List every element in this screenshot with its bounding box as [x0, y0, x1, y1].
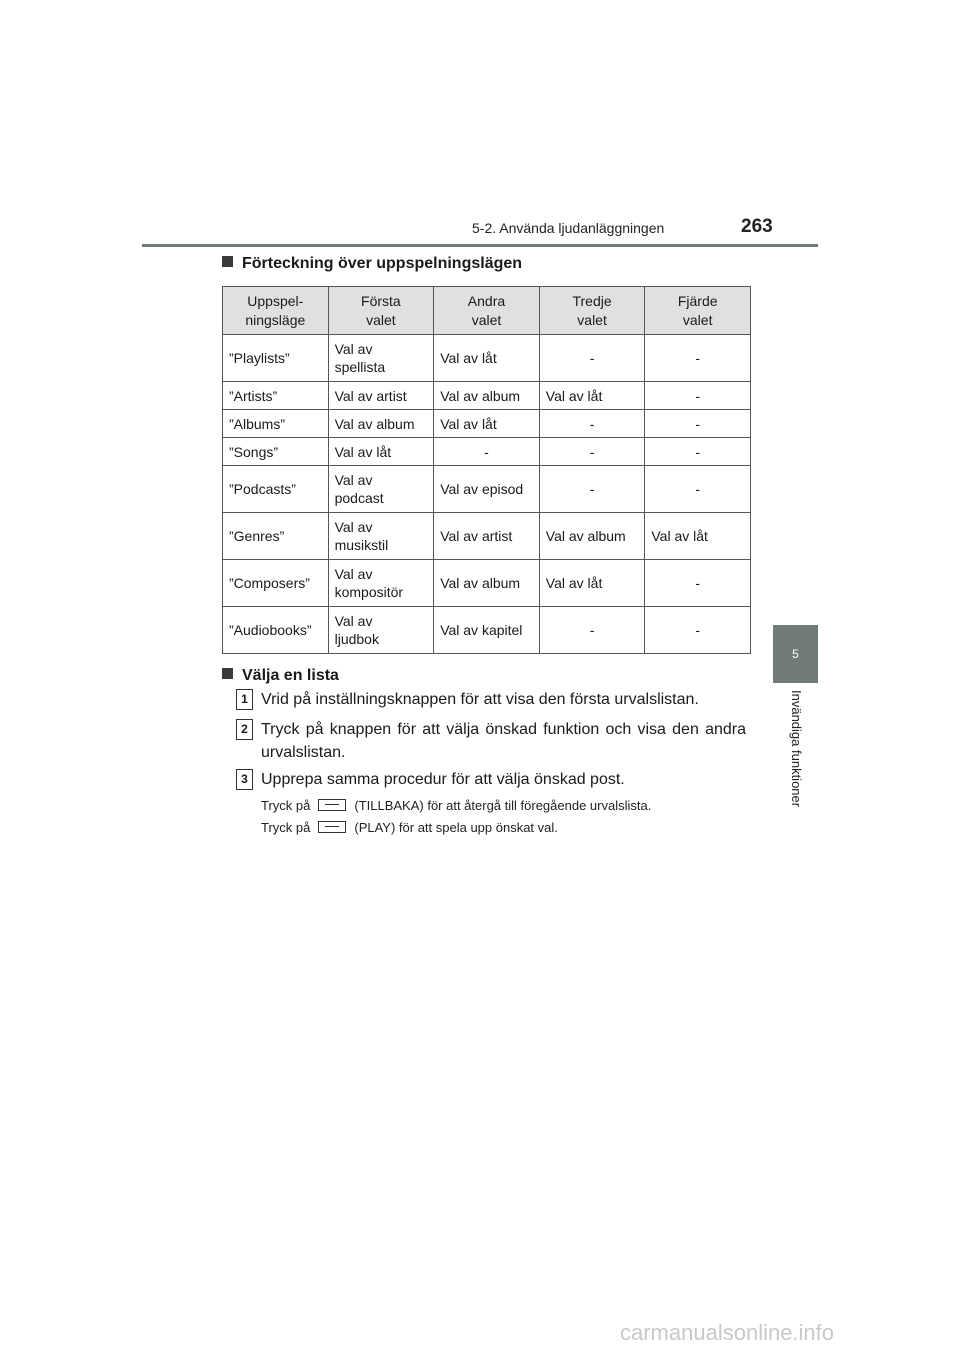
cell-line: Val av låt [545, 575, 603, 591]
table-cell [328, 335, 434, 382]
table-cell [539, 410, 645, 438]
cell-line: - [589, 481, 595, 497]
table-header-row [223, 287, 751, 335]
table-cell [223, 410, 329, 438]
cell-line: - [484, 443, 489, 460]
table-cell [539, 466, 645, 513]
table-cell [645, 410, 751, 438]
header-line: valet [682, 311, 713, 328]
table-cell [645, 607, 751, 654]
cell-line: - [589, 415, 595, 432]
step-1 [236, 688, 746, 711]
table-row [223, 607, 751, 654]
cell-line: podcast [334, 490, 384, 506]
back-button-icon [318, 799, 346, 811]
table-cell [539, 513, 645, 560]
table-cell [539, 607, 645, 654]
table-cell [434, 438, 540, 466]
cell-line: musikstil [334, 537, 389, 553]
square-bullet-icon [222, 256, 233, 267]
cell-line: Val av låt [545, 387, 603, 404]
step-text: Tryck på knappen för att välja önskad funktion och visa den andra urvalslistan. [261, 721, 746, 761]
cell-line: Val av kapitel [440, 622, 523, 638]
cell-line: Val av artist [440, 528, 513, 544]
cell-line: ”Audiobooks” [229, 622, 312, 638]
table-header-cell [328, 287, 434, 335]
table-cell [434, 607, 540, 654]
table-row [223, 335, 751, 382]
cell-line: ”Artists” [229, 387, 278, 404]
table-cell [328, 410, 434, 438]
table-cell [645, 382, 751, 410]
cell-line: - [695, 350, 701, 366]
cell-line: ljudbok [334, 631, 379, 647]
table-body [223, 335, 751, 654]
table-cell [434, 410, 540, 438]
header-line: Fjärde [677, 292, 718, 309]
table-cell [223, 513, 329, 560]
section-heading-list [222, 667, 339, 685]
step-text: Upprepa samma procedur för att välja önskad post. [261, 771, 625, 788]
note-back [261, 798, 651, 813]
header-line: valet [577, 311, 607, 328]
table-head [223, 287, 751, 335]
table-cell [645, 466, 751, 513]
table-cell [539, 560, 645, 607]
cell-line: Val av album [440, 387, 521, 404]
table-header-cell [645, 287, 751, 335]
table-row [223, 438, 751, 466]
section-heading-text: Välja en lista [242, 667, 339, 684]
table-cell [539, 438, 645, 466]
chapter-number: 5 [792, 647, 799, 661]
chapter-tab [773, 625, 818, 683]
note-play [261, 820, 558, 835]
header-line: ningsläge [245, 311, 306, 328]
square-bullet-icon [222, 668, 233, 679]
table-header-cell [434, 287, 540, 335]
page-number: 263 [741, 216, 773, 237]
play-button-icon [318, 821, 346, 833]
step-number-box: 2 [236, 719, 253, 740]
cell-line: spellista [334, 359, 386, 375]
table-cell [328, 607, 434, 654]
step-3 [236, 768, 746, 791]
section-heading-modes [222, 255, 522, 273]
cell-line: Val av episod [440, 481, 524, 497]
cell-line: - [695, 443, 701, 460]
table-cell [223, 607, 329, 654]
table-row [223, 466, 751, 513]
cell-line: Val av artist [334, 387, 407, 404]
header-line: valet [471, 311, 502, 328]
cell-line: - [695, 387, 701, 404]
cell-line: Val av låt [440, 350, 497, 366]
table-cell [328, 382, 434, 410]
table-cell [539, 335, 645, 382]
watermark: carmanualsonline.info [620, 1320, 835, 1345]
note-text: (PLAY) för att spela upp önskat val. [354, 820, 558, 835]
table-cell [223, 382, 329, 410]
cell-line: ”Podcasts” [229, 481, 296, 497]
cell-line: kompositör [334, 584, 404, 600]
chapter-label: Invändiga funktioner [789, 690, 804, 808]
cell-line: ”Genres” [229, 528, 285, 544]
cell-line: - [695, 415, 701, 432]
header-line: Uppspel- [247, 292, 304, 309]
cell-line: Val av [334, 519, 373, 535]
cell-line: Val av album [334, 415, 415, 432]
table-cell [434, 382, 540, 410]
section-heading-text: Förteckning över uppspelningslägen [242, 255, 523, 272]
cell-line: ”Albums” [229, 415, 286, 432]
table-cell [645, 513, 751, 560]
table-cell [223, 438, 329, 466]
table-header-cell [223, 287, 329, 335]
cell-line: - [589, 350, 595, 366]
note-prefix: Tryck på [261, 820, 311, 835]
table-cell [328, 466, 434, 513]
table-cell [434, 560, 540, 607]
step-number-box: 1 [236, 689, 253, 710]
table-cell [328, 513, 434, 560]
table-cell [223, 335, 329, 382]
header-divider [142, 244, 818, 247]
cell-line: - [589, 622, 595, 638]
table-header-cell [539, 287, 645, 335]
step-2 [236, 718, 746, 764]
table-row [223, 410, 751, 438]
step-number-box: 3 [236, 769, 253, 790]
cell-line: Val av [334, 566, 373, 582]
table-cell [645, 560, 751, 607]
table-cell [434, 335, 540, 382]
table-cell [434, 466, 540, 513]
header-line: Tredje [572, 292, 612, 309]
cell-line: ”Composers” [229, 575, 310, 591]
table-row [223, 382, 751, 410]
table-cell [223, 560, 329, 607]
cell-line: Val av låt [334, 443, 392, 460]
cell-line: - [695, 575, 701, 591]
cell-line: Val av album [440, 575, 521, 591]
cell-line: Val av låt [651, 528, 708, 544]
header-line: Första [361, 292, 401, 309]
header-line: valet [366, 311, 396, 328]
cell-line: - [695, 481, 701, 497]
table-cell [223, 466, 329, 513]
table-row [223, 513, 751, 560]
step-text: Vrid på inställningsknappen för att visa den första urvalslistan. [261, 691, 699, 708]
cell-line: Val av låt [440, 415, 497, 432]
table-cell [645, 335, 751, 382]
playback-modes-table [222, 286, 751, 654]
cell-line: - [589, 443, 595, 460]
note-prefix: Tryck på [261, 798, 311, 813]
note-text: (TILLBAKA) för att återgå till föregående urvalslista. [354, 798, 652, 813]
cell-line: Val av [334, 472, 373, 488]
table-cell [328, 438, 434, 466]
cell-line: ”Playlists” [229, 350, 290, 366]
table-cell [328, 560, 434, 607]
cell-line: Val av [334, 613, 373, 629]
cell-line: - [695, 622, 701, 638]
table-cell [434, 513, 540, 560]
cell-line: Val av album [545, 528, 626, 544]
table-cell [645, 438, 751, 466]
section-header: 5-2. Använda ljudanläggningen [472, 220, 665, 236]
cell-line: Val av [334, 341, 373, 357]
cell-line: ”Songs” [229, 443, 279, 460]
table-cell [539, 382, 645, 410]
table-row [223, 560, 751, 607]
header-line: Andra [467, 292, 506, 309]
